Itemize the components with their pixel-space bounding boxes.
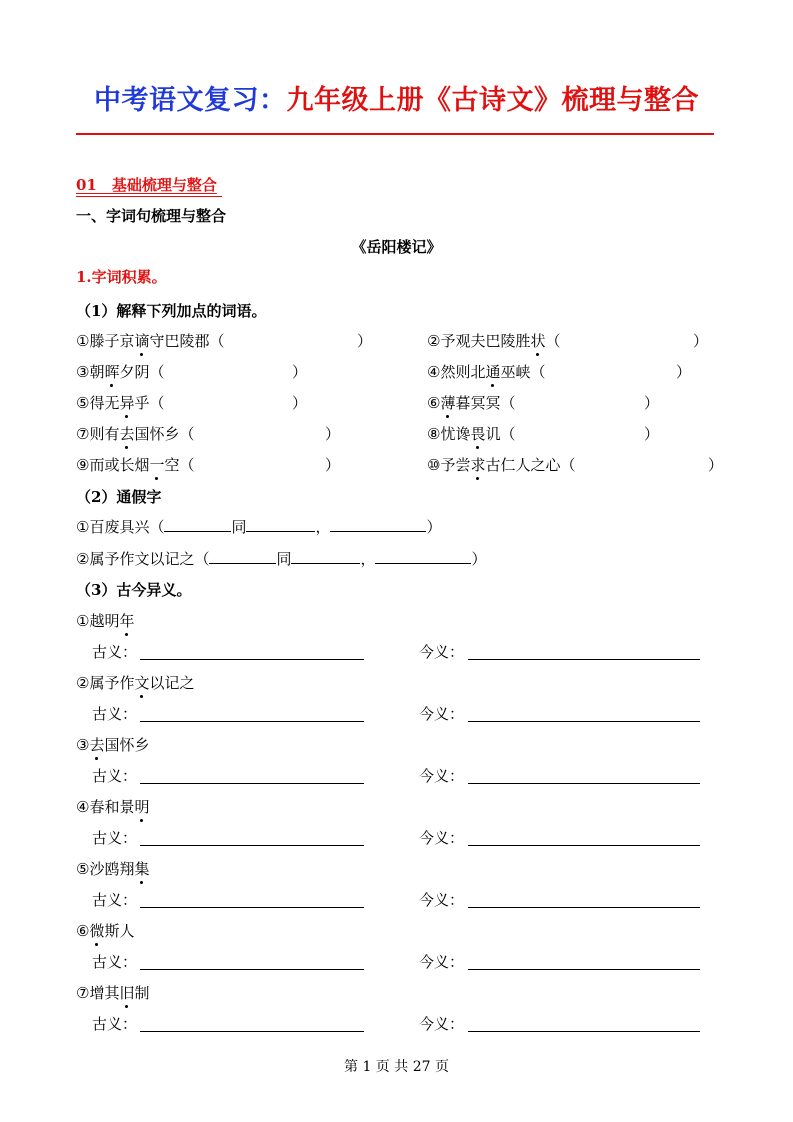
gu-label: 古义： [92, 1015, 138, 1033]
q3-item-text: ⑤沙鸥翔 [76, 860, 135, 878]
q1-answer-close: ） [292, 394, 308, 412]
jin-label: 今义： [419, 829, 465, 847]
q1-item-text: ②予观夫巴陵胜 [427, 332, 531, 350]
gu-answer-line[interactable] [140, 969, 364, 970]
section-one-heading: 一、字词句梳理与整合 [76, 207, 227, 225]
q1-item-text: ④然则北 [427, 363, 486, 381]
q2-item [76, 548, 487, 569]
q1-item-text: ⑨而或长烟 [76, 456, 150, 474]
jin-label: 今义： [419, 891, 465, 909]
q1-item-text: 国怀乡（ [134, 425, 195, 443]
q3-item-text: 以记之 [149, 674, 195, 692]
q2-blank-equivalent[interactable] [291, 549, 360, 564]
q3-item-text: 制 [134, 984, 150, 1002]
q1-item-text: 乎（ [134, 394, 165, 412]
q1-dotted-word: 薄 [440, 394, 456, 412]
jin-label: 今义： [419, 767, 465, 785]
q3-item-text: ①越明 [76, 612, 120, 630]
q3-item [76, 796, 149, 817]
q1-item-text: 守巴陵郡（ [149, 332, 225, 350]
q3-dotted-word: 去 [89, 736, 105, 754]
gu-answer-line[interactable] [140, 783, 364, 784]
gu-answer-line[interactable] [140, 659, 364, 660]
q2-same-label: 同 [231, 518, 247, 536]
q1-dotted-word: 异 [119, 394, 135, 412]
jin-answer-line[interactable] [468, 845, 700, 846]
q3-item [76, 920, 134, 941]
q1-item [427, 330, 560, 351]
jin-answer-line[interactable] [468, 969, 700, 970]
q1-dotted-word: 去 [119, 425, 135, 443]
q1-item-text: 暮冥冥（ [455, 394, 516, 412]
q2-item [76, 516, 442, 537]
gu-label: 古义： [92, 767, 138, 785]
q3-dotted-word: 明 [134, 798, 150, 816]
jin-answer-line[interactable] [468, 721, 700, 722]
q1-item-text: ⑩予尝 [427, 456, 471, 474]
q3-item [76, 734, 149, 755]
q3-dotted-word: 集 [134, 860, 150, 878]
section-01-heading: 01 基础梳理与整合 [76, 176, 217, 194]
q1-answer-close: ） [644, 425, 660, 443]
q2-blank-original[interactable] [164, 517, 231, 532]
q2-close: ） [471, 550, 487, 568]
q3-item-text: ③ [76, 736, 90, 754]
q1-dotted-word: 状 [530, 332, 546, 350]
q1-item [427, 454, 575, 475]
q1-answer-close: ） [325, 456, 341, 474]
gu-answer-line[interactable] [140, 845, 364, 846]
page-title [0, 78, 793, 117]
q3-item [76, 672, 194, 693]
q3-item-text: ⑦增其 [76, 984, 120, 1002]
gu-answer-line[interactable] [140, 907, 364, 908]
q2-blank-meaning[interactable] [330, 517, 426, 532]
q3-item-text: ②属予作 [76, 674, 135, 692]
q3-item [76, 982, 149, 1003]
q2-heading: （2）通假字 [76, 488, 162, 506]
jin-label: 今义： [419, 643, 465, 661]
q1-item [427, 423, 515, 444]
q2-blank-meaning[interactable] [375, 549, 471, 564]
q1-item [76, 454, 194, 475]
q1-heading: （1）解释下列加点的词语。 [76, 302, 267, 320]
q2-comma: ， [315, 518, 331, 536]
title-main: 九年级上册《古诗文》梳理与整合 [286, 85, 699, 116]
jin-answer-line[interactable] [468, 907, 700, 908]
q1-answer-close: ） [357, 332, 373, 350]
q1-dotted-word: 通 [485, 363, 501, 381]
q1-item-text: 讥（ [485, 425, 516, 443]
q1-dotted-word: 一 [149, 456, 165, 474]
q1-item-text: ③朝 [76, 363, 105, 381]
q1-item-text: 古仁人之心（ [485, 456, 576, 474]
jin-label: 今义： [419, 953, 465, 971]
q3-dotted-word: 年 [119, 612, 135, 630]
q1-item-text: ①滕子京 [76, 332, 135, 350]
q1-dotted-word: 谪 [134, 332, 150, 350]
q1-answer-close: ） [676, 363, 692, 381]
q2-same-label: 同 [276, 550, 292, 568]
text-title: 《岳阳楼记》 [351, 238, 442, 256]
q3-item [76, 610, 134, 631]
q1-item-text: 夕阴（ [119, 363, 165, 381]
gu-answer-line[interactable] [140, 721, 364, 722]
q1-item-text: ⑧忧谗 [427, 425, 471, 443]
q1-item [427, 361, 545, 382]
jin-answer-line[interactable] [468, 783, 700, 784]
title-prefix: 中考语文复习： [94, 85, 287, 116]
q1-answer-close: ） [644, 394, 660, 412]
gu-label: 古义： [92, 891, 138, 909]
q3-dotted-word: 旧 [119, 984, 135, 1002]
q1-item [76, 423, 194, 444]
q1-item-text: 巫峡（ [500, 363, 546, 381]
q1-answer-close: ） [325, 425, 341, 443]
gu-label: 古义： [92, 643, 138, 661]
q3-item [76, 858, 149, 879]
section-01-underline [76, 196, 222, 197]
q2-item-text: ②属予作文以记之（ [76, 550, 210, 568]
q2-item-text: ①百废具兴（ [76, 518, 165, 536]
q1-dotted-word: 求 [470, 456, 486, 474]
q1-item-text: ⑥ [427, 394, 441, 412]
gu-answer-line[interactable] [140, 1031, 364, 1032]
q1-item [76, 330, 224, 351]
q1-dotted-word: 晖 [104, 363, 120, 381]
q1-item [76, 361, 164, 382]
q1-item-text: ⑤得无 [76, 394, 120, 412]
q3-dotted-word: 文 [134, 674, 150, 692]
jin-label: 今义： [419, 1015, 465, 1033]
q1-item [427, 392, 515, 413]
q2-comma: ， [360, 550, 376, 568]
q1-answer-close: ） [693, 332, 709, 350]
q3-item-text: 国怀乡 [104, 736, 150, 754]
gu-label: 古义： [92, 829, 138, 847]
gu-label: 古义： [92, 705, 138, 723]
q1-answer-close: ） [708, 456, 724, 474]
jin-label: 今义： [419, 705, 465, 723]
jin-answer-line[interactable] [468, 1031, 700, 1032]
title-divider [76, 133, 714, 135]
accumulation-heading: 1.字词积累。 [76, 268, 167, 286]
q2-blank-original[interactable] [209, 549, 276, 564]
q1-dotted-word: 畏 [470, 425, 486, 443]
q1-item [76, 392, 164, 413]
q1-answer-close: ） [292, 363, 308, 381]
q3-item-text: ④春和景 [76, 798, 135, 816]
page-footer: 第 1 页 共 27 页 [344, 1059, 449, 1075]
q3-item-text: 斯人 [104, 922, 135, 940]
q1-item-text: ⑦则有 [76, 425, 120, 443]
q1-item-text: （ [545, 332, 561, 350]
jin-answer-line[interactable] [468, 659, 700, 660]
q3-heading: （3）古今异义。 [76, 581, 192, 599]
gu-label: 古义： [92, 953, 138, 971]
q2-blank-equivalent[interactable] [246, 517, 315, 532]
q1-item-text: 空（ [164, 456, 195, 474]
q3-dotted-word: 微 [89, 922, 105, 940]
q3-item-text: ⑥ [76, 922, 90, 940]
q2-close: ） [426, 518, 442, 536]
